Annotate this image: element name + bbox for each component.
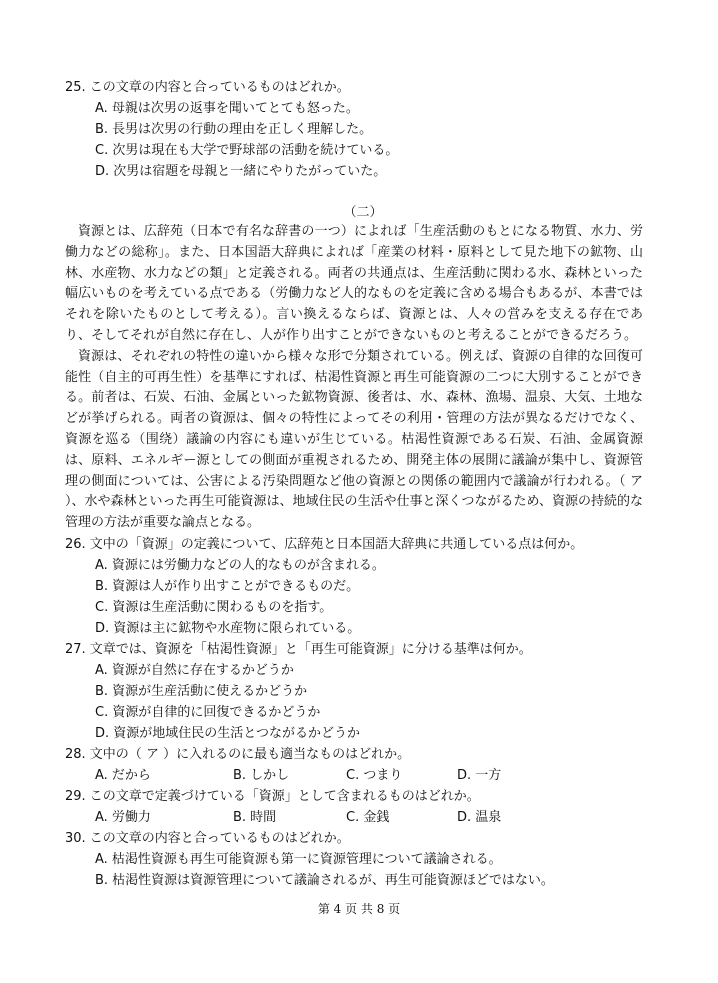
question-25-option-c: C. 次男は現在も大学で野球部の活動を続けている。 [95,143,399,158]
section-title: （二） [343,205,383,220]
question-25-option-a: A. 母親は次男の返事を聞いてとても怒った。 [95,101,359,116]
question-29-option-b: B. 時間 [233,810,277,825]
question-27-option-a: A. 資源が自然に存在するかどうか [95,663,294,678]
question-26-option-c: C. 資源は生産活動に関わるものを指す。 [95,600,333,615]
question-25-option-b: B. 長男は次男の行動の理由を正しく理解した。 [95,122,373,137]
question-29-option-a: A. 労働力 [95,810,151,825]
question-26-stem: 26. 文中の「資源」の定義について、広辞苑と日本国語大辞典に共通している点は何か。 [65,537,584,552]
question-29-option-d: D. 温泉 [457,810,502,825]
question-27-stem: 27. 文章では、資源を「枯渇性資源」と「再生可能資源」に分ける基準は何か。 [65,642,532,657]
question-30-option-a: A. 枯渇性資源も再生可能資源も第一に資源管理について議論される。 [95,852,502,867]
question-27-option-b: B. 資源が生産活動に使えるかどうか [95,684,308,699]
question-30-option-b: B. 枯渇性資源は資源管理について議論されるが、再生可能資源ほどではない。 [95,873,554,888]
question-28-option-b: B. しかし [233,768,290,783]
question-25-stem: 25. この文章の内容と合っているものはどれか。 [65,80,350,95]
question-28-option-d: D. 一方 [457,768,502,783]
page-number-footer: 第 4 页 共 8 页 [317,902,401,916]
question-26-option-b: B. 資源は人が作り出すことができるものだ。 [95,579,360,594]
question-28-option-c: C. つまり [346,768,403,783]
question-28-option-a: A. だから [95,768,151,783]
question-27-option-c: C. 資源が自律的に回復できるかどうか [95,705,321,720]
question-27-option-d: D. 資源が地域住民の生活とつながるかどうか [95,726,361,741]
question-26-option-d: D. 資源は主に鉱物や水産物に限られている。 [95,621,361,636]
passage-paragraph-2: 資源は、それぞれの特性の違いから様々な形で分類されている。例えば、資源の自律的な回復可能性（自主的可再生性）を基準にすれば、枯渇性資源と再生可能資源の二つに大別することができる。前者は、石炭、石油、金属といった鉱物資源、後者は、水、森林、漁場、温泉、大気、土地などが挙げられる。両者の資源は、個々の特性によってその利用・管理の方法が異なるだけでなく、資源を巡る（围绕）議論の内容にも違いが生じている。枯渇性資源である石炭、石油、金属資源は、原料、エネルギー源としての側面が重視されるため、開発主体の展開に議論が集中し、資源管理の側面については、公害による汚染問題など他の資源との関係の範囲内で議論が行われる。（ ア ）、水や森林といった再生可能資源は、地域住民の生活や仕事と深くつながるため、資源の持続的な管理の方法が重要な論点となる。 [65,348,643,531]
question-30-stem: 30. この文章の内容と合っているものはどれか。 [65,831,350,846]
question-29-option-c: C. 金銭 [346,810,390,825]
question-25-option-d: D. 次男は宿題を母親と一緒にやりたがっていた。 [95,164,387,179]
reading-passage [65,222,643,534]
passage-paragraph-1: 資源とは、広辞苑（日本で有名な辞書の一つ）によれば「生産活動のもとになる物質、水力、労働力などの総称」。また、日本国語大辞典によれば「産業の材料・原料として見た地下の鉱物、山林、水産物、水力などの類」と定義される。両者の共通点は、生産活動に関わる水、森林といった幅広いものを考えている点である（労働力など人的なものを定義に含める場合もあるが、本書ではそれを除いたものとして考える）。言い換えるならば、資源とは、人々の営みを支える存在であり、そしてそれが自然に存在し、人が作り出すことができないものと考えることができるだろう。 [65,224,643,343]
question-26-option-a: A. 資源には労働力などの人的なものが含まれる。 [95,558,385,573]
question-28-stem: 28. 文中の（ ア ）に入れるのに最も適当なものはどれか。 [65,747,411,762]
question-29-stem: 29. この文章で定義づけている「資源」として含まれるものはどれか。 [65,789,480,804]
